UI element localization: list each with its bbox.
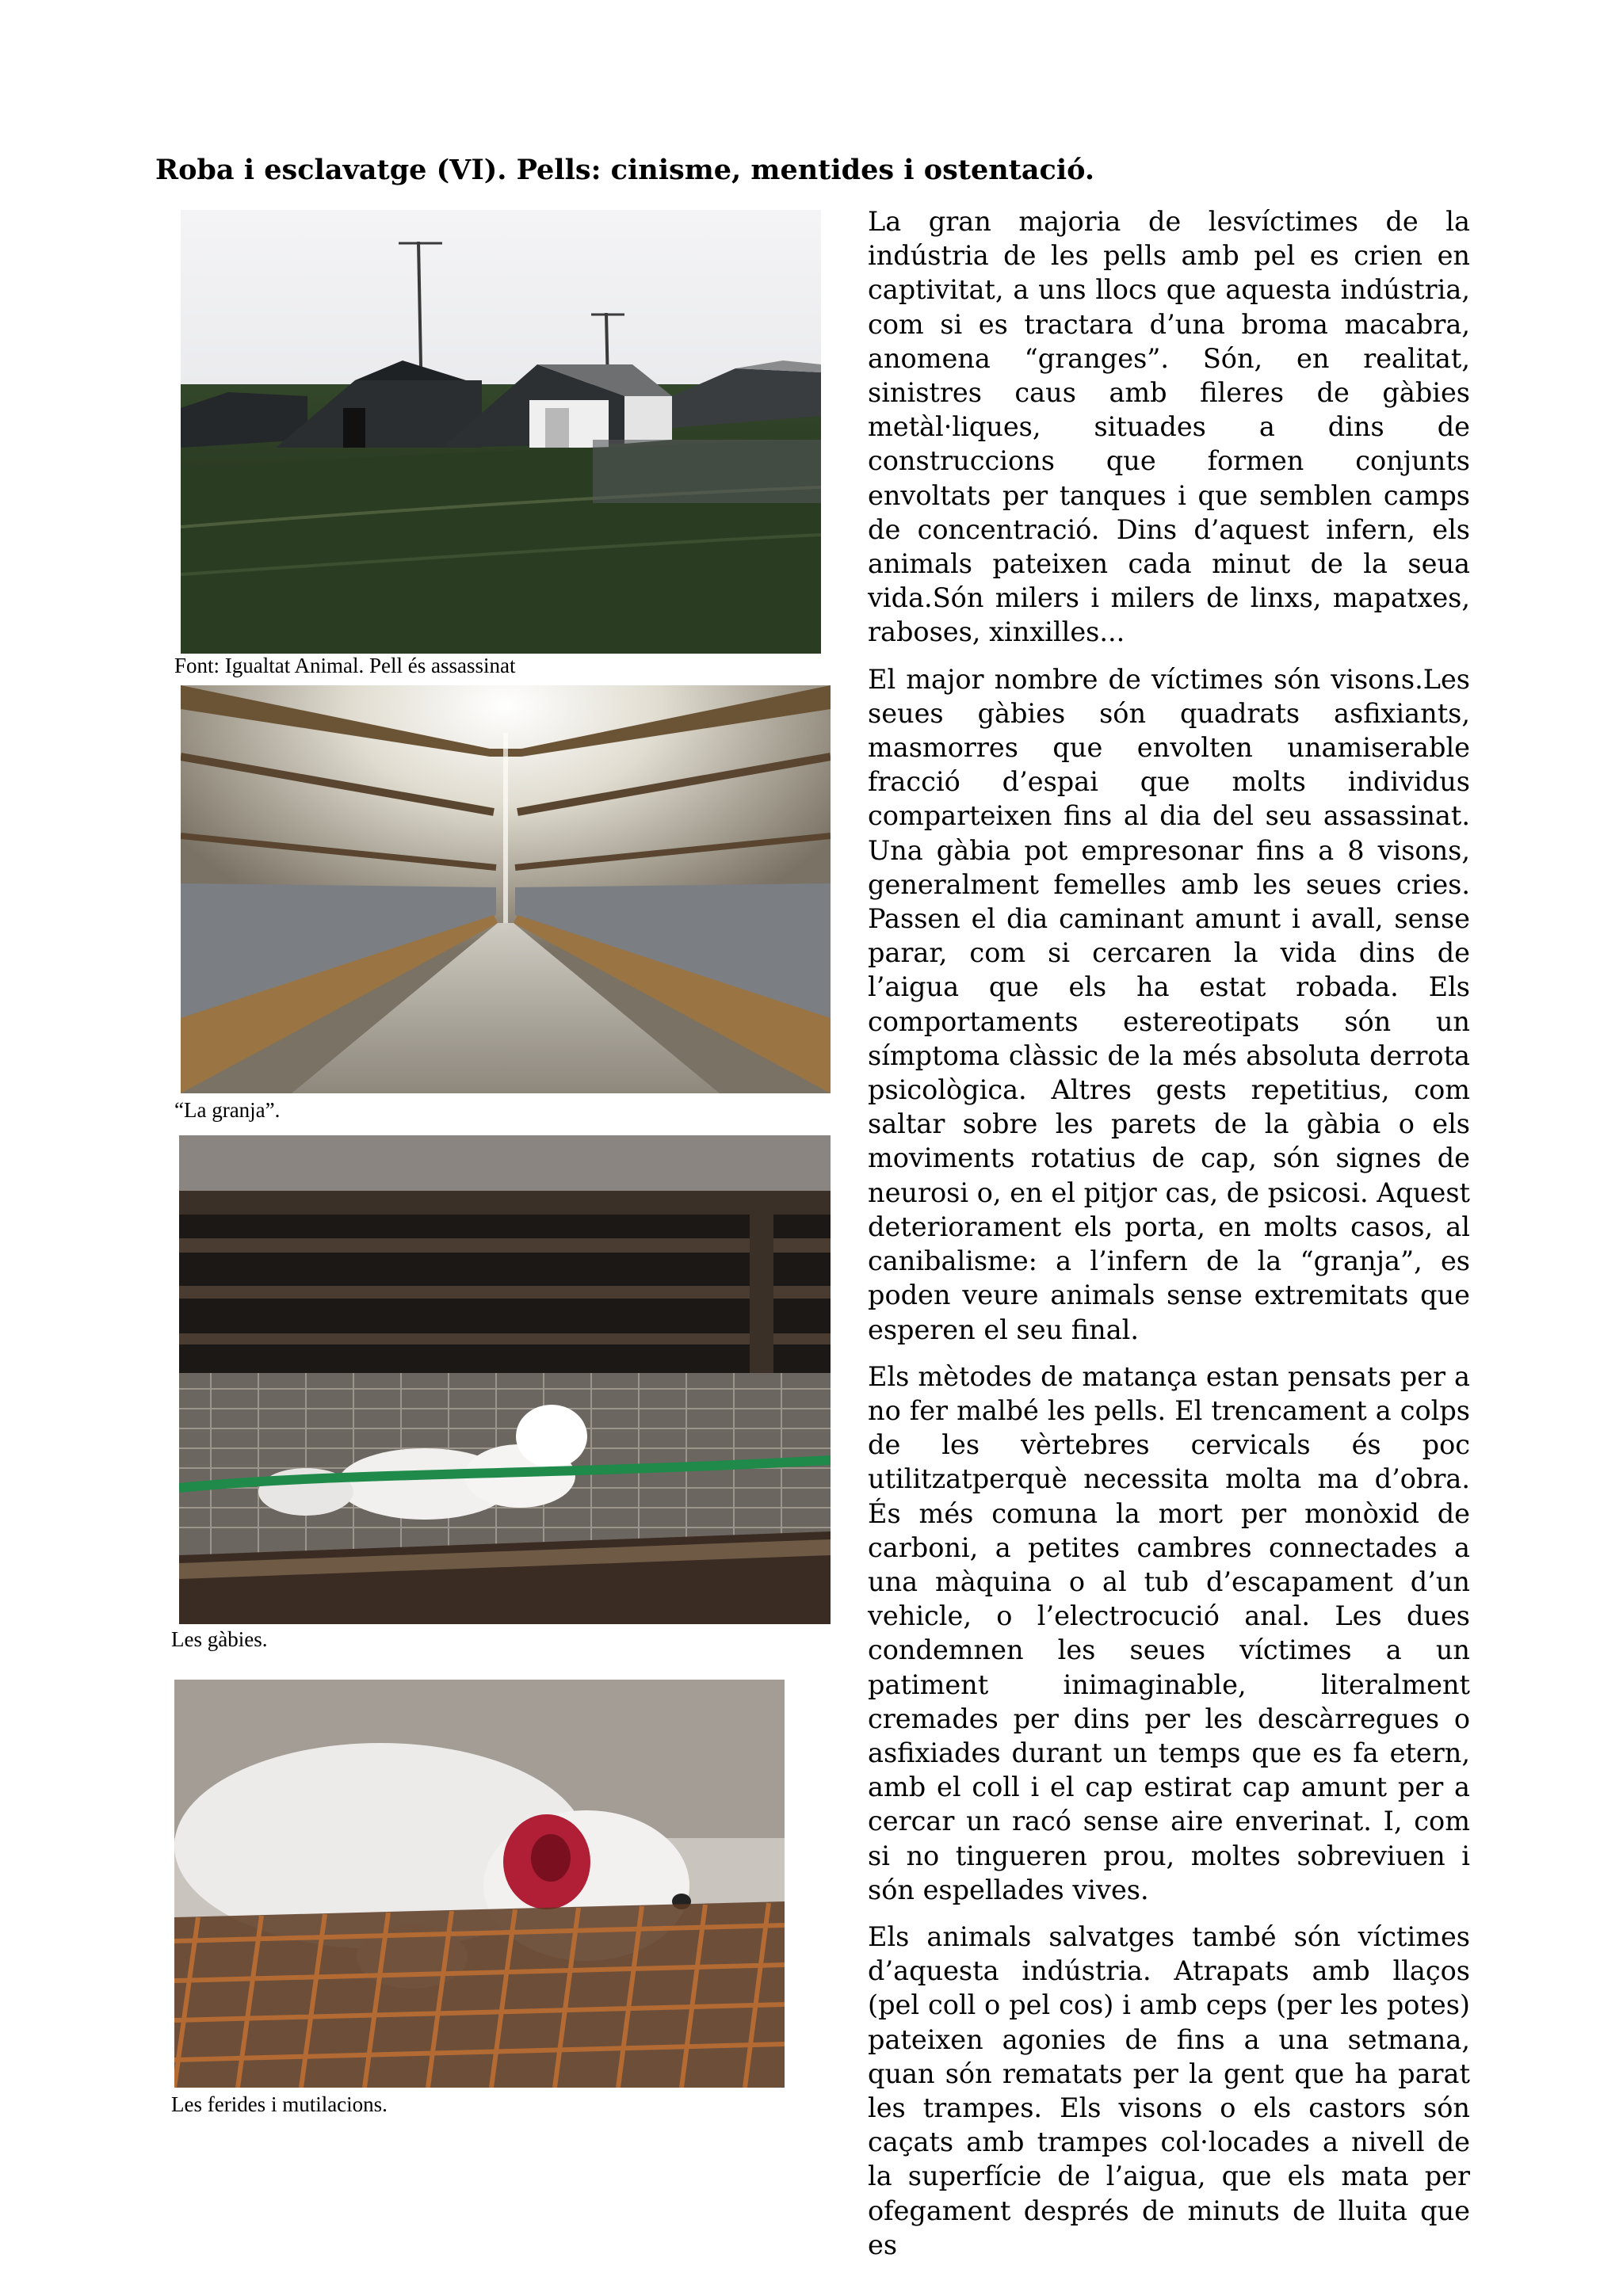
farm-sheds-photo — [181, 210, 821, 654]
caption-ferides: Les ferides i mutilacions. — [171, 2092, 388, 2116]
caption-gabies: Les gàbies. — [171, 1627, 268, 1651]
paragraph: Els mètodes de matança estan pensats per a no fer malbé les pells. El trencament a colps de les vèrtebres cervicals és poc utilitzatperquè necessita molta ma d’obra. És més comuna la mort per monòxid de carboni, a petites cambres connectades a una màquina o al tub d’escapament d’un vehicle, o l’electrocució anal. Les dues condemnen les seues víctimes a un patiment inimaginable, literalment cremades per dins per les descàrregues o asfixiades durant un temps que es fa etern, amb el coll i el cap estirat cap amunt per a cercar un racó sense aire enverinat. I, com si no tingueren prou, moltes sobreviuen i són espellades vives. — [868, 1360, 1470, 1905]
cages-photo — [179, 1135, 831, 1624]
page-title: Roba i esclavatge (VI). Pells: cinisme, mentides i ostentació. — [155, 154, 1095, 186]
paragraph: Els animals salvatges també són víctimes d’aquesta indústria. Atrapats amb llaços (pel coll o pel cos) i amb ceps (per les potes) pateixen agonies de fins a una setmana, quan són rematats per la gent que ha parat les trampes. Els visons o els castors són caçats amb trampes col·locades a nivell de la superfície de l’aigua, que els mata per ofegament després de minuts de lluita que es — [868, 1920, 1470, 2260]
paragraph: El major nombre de víctimes són visons.Les seues gàbies són quadrats asfixiants, masmorres que envolten unamiserable fracció d’espai que molts individus comparteixen fins al dia del seu assassinat. Una gàbia pot empresonar fins a 8 visons, generalment femelles amb les seues cries. Passen el dia caminant amunt i avall, sense parar, com si cercaren la vida dins de l’aigua que els ha estat robada. Els comportaments estereotipats són un símptoma clàssic de la més absoluta derrota psicològica. Altres gests repetitius, com saltar sobre les parets de la gàbia o els moviments rotatius de cap, són signes de neurosi o, en el pitjor cas, de psicosi. Aquest deteriorament els porta, en molts casos, al canibalisme: a l’infern de la “granja”, es poden veure animals sense extremitats que esperen el seu final. — [868, 663, 1470, 1345]
caption-source: Font: Igualtat Animal. Pell és assassinat — [174, 654, 516, 677]
shed-interior-photo — [181, 685, 831, 1093]
paragraph: La gran majoria de lesvíctimes de la indústria de les pells amb pel es crien en captivitat, a uns llocs que aquesta indústria, com si es tractara d’una broma macabra, anomena “granges”. Són, en realitat, sinistres caus amb fileres de gàbies metàl·liques, situades a dins de construccions que formen conjunts envoltats per tanques i que semblen camps de concentració. Dins d’aquest infern, els animals pateixen cada minut de la seua vida.Són milers i milers de linxs, mapatxes, raboses, xinxilles... — [868, 206, 1470, 648]
caption-granja: “La granja”. — [174, 1098, 281, 1122]
article-text — [868, 204, 1470, 2275]
injured-mink-photo — [174, 1680, 785, 2088]
